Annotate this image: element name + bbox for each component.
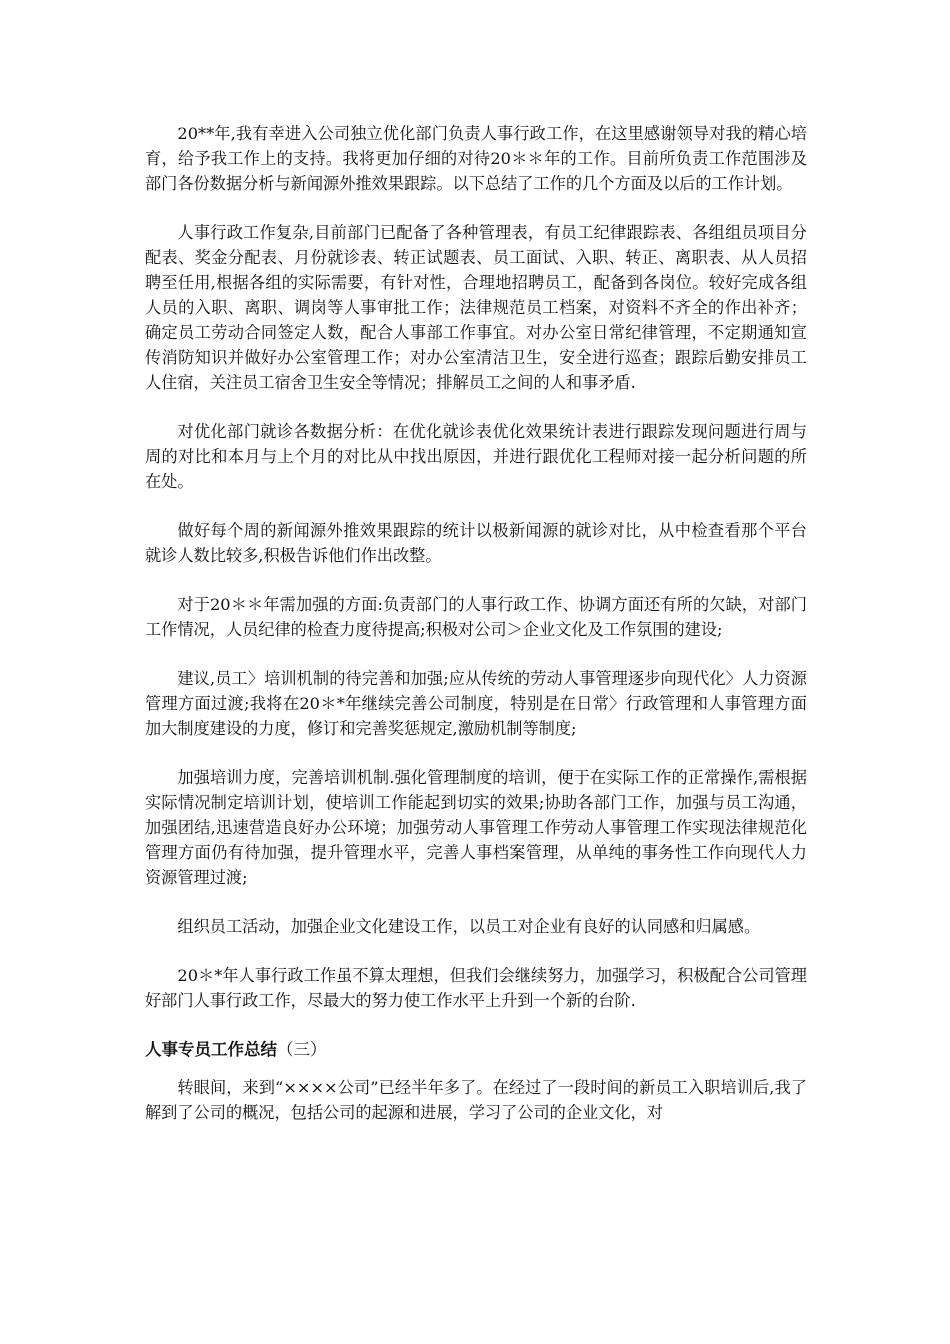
- paragraph-5: 对于20＊＊年需加强的方面:负责部门的人事行政工作、协调方面还有所的欠缺，对部门工作情况，人员纪律的检查力度待提高;积极对公司＞企业文化及工作氛围的建设;: [145, 595, 807, 639]
- paragraph-4: 做好每个周的新闻源外推效果跟踪的统计以极新闻源的就诊对比，从中检查看那个平台就诊人数比较多,积极告诉他们作出改整。: [145, 521, 807, 565]
- paragraph-1: 20**年,我有幸进入公司独立优化部门负责人事行政工作，在这里感谢领导对我的精心培育，给予我工作上的支持。我将更加仔细的对待20＊＊年的工作。目前所负责工作范围涉及部门各份数据分析与新闻源外推效果跟踪。以下总结了工作的几个方面及以后的工作计划。: [145, 124, 807, 193]
- section-heading-suffix: （三）: [277, 1040, 327, 1059]
- section-heading-text: 人事专员工作总结: [145, 1040, 277, 1059]
- paragraph-2: 人事行政工作复杂,目前部门已配备了各种管理表，有员工纪律跟踪表、各组组员项目分配表、奖金分配表、月份就诊表、转正试题表、员工面试、入职、转正、离职表、从人员招聘至任用,根据各组的实际需要，有针对性，合理地招聘员工，配备到各岗位。较好完成各组人员的入职、离职、调岗等人事审批工作；法律规范员工档案，对资料不齐全的作出补齐；确定员工劳动合同签定人数，配合人事部工作事宜。对办公室日常纪律管理，不定期通知宣传消防知识并做好办公室管理工作；对办公室清洁卫生，安全进行巡查；跟踪后勤安排员工人住宿，关注员工宿舍卫生安全等情况；排解员工之间的人和事矛盾.: [145, 223, 807, 392]
- section-paragraph-1: 转眼间，来到“××××公司”已经半年多了。在经过了一段时间的新员工入职培训后,我了解到了公司的概况，包括公司的起源和进展，学习了公司的企业文化，对: [145, 1078, 807, 1122]
- paragraph-3: 对优化部门就诊各数据分析：在优化就诊表优化效果统计表进行跟踪发现问题进行周与周的对比和本月与上个月的对比从中找出原因，并进行跟优化工程师对接一起分析问题的所在处。: [145, 422, 807, 491]
- paragraph-6: 建议,员工〉培训机制的待完善和加强;应从传统的劳动人事管理逐步向现代化〉人力资源管理方面过渡;我将在20＊*年继续完善公司制度，特别是在日常〉行政管理和人事管理方面加大制度建设的力度，修订和完善奖惩规定,激励机制等制度;: [145, 669, 807, 738]
- section-heading: [145, 1037, 807, 1063]
- paragraph-7: 加强培训力度，完善培训机制.强化管理制度的培训，便于在实际工作的正常操作,需根据实际情况制定培训计划，使培训工作能起到切实的效果;协助各部门工作，加强与员工沟通，加强团结,迅速营造良好办公环境；加强劳动人事管理工作劳动人事管理工作实现法律规范化管理方面仍有待加强，提升管理水平，完善人事档案管理，从单纯的事务性工作向现代人力资源管理过渡;: [145, 768, 807, 887]
- paragraph-9: 20＊*年人事行政工作虽不算太理想，但我们会继续努力，加强学习，积极配合公司管理好部门人事行政工作，尽最大的努力使工作水平上升到一个新的台阶.: [145, 966, 807, 1010]
- paragraph-8: 组织员工活动，加强企业文化建设工作，以员工对企业有良好的认同感和归属感。: [177, 917, 761, 936]
- document-page: [145, 121, 807, 1149]
